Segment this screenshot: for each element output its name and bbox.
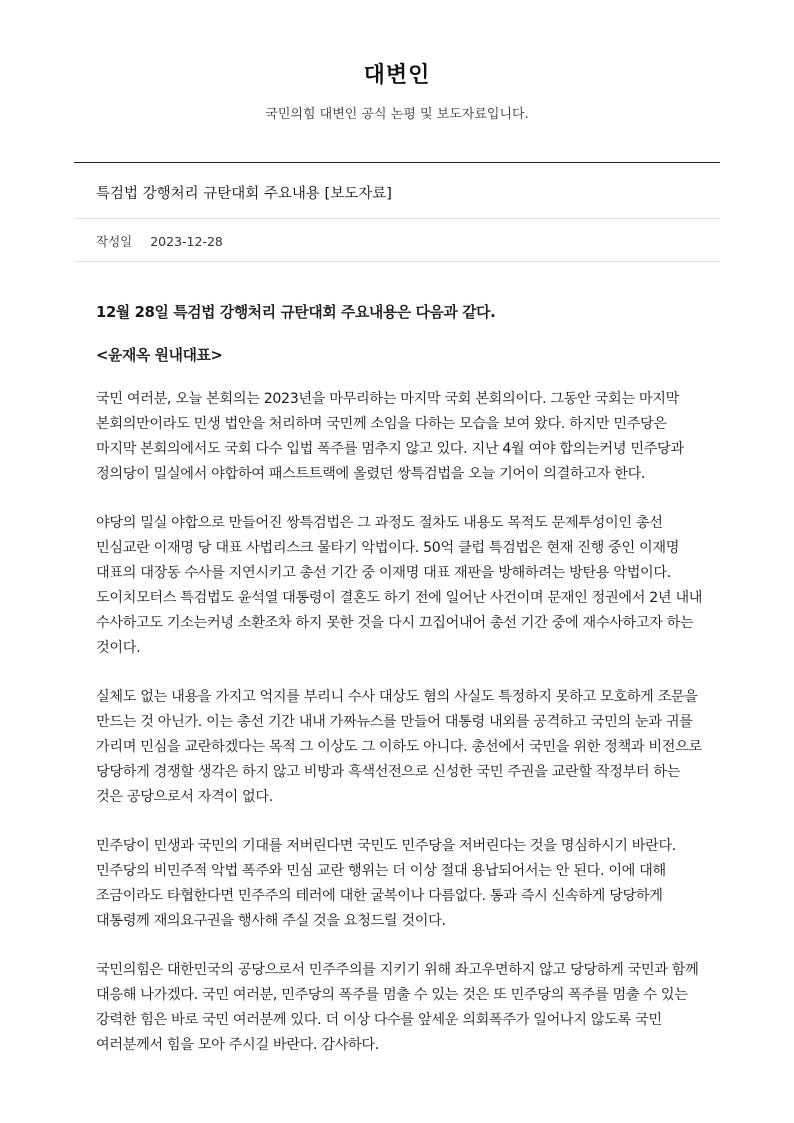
paragraph-1: 국민 여러분, 오늘 본회의는 2023년을 마무리하는 마지막 국회 본회의이다. 그동안 국회는 마지막 본회의만이라도 민생 법안을 처리하며 국민께 소임을 다하는 모습을 보여 왔다. 하지만 민주당은 마지막 본회의에서도 국회 다수 입법 폭주를 멈추지 않고 있다. 지난 4월 여야 합의는커녕 민주당과 정의당이 밀실에서 야합하여 패스트트랙에 올렸던 쌍특검법을 오늘 기어이 의결하고자 한다. bbox=[96, 391, 684, 482]
post-meta bbox=[96, 232, 223, 250]
lead-sentence: 12월 28일 특검법 강행처리 규탄대회 주요내용은 다음과 같다. bbox=[96, 304, 496, 321]
header-divider bbox=[74, 162, 720, 163]
paragraph-3: 실체도 없는 내용을 가지고 억지를 부리니 수사 대상도 혐의 사실도 특정하지 못하고 모호하게 조문을 만드는 것 아닌가. 이는 총선 기간 내내 가짜뉴스를 만들어 대통령 내외를 공격하고 국민의 눈과 귀를 가리며 민심을 교란하겠다는 목적 그 이상도 그 이하도 아니다. 총선에서 국민을 위한 정책과 비전으로 당당하게 경쟁할 생각은 하지 않고 비방과 흑색선전으로 신성한 국민 주권을 교란할 작정부터 하는 것은 공당으로서 자격이 없다. bbox=[96, 689, 702, 805]
speaker-heading: <윤재옥 원내대표> bbox=[96, 347, 223, 364]
title-divider bbox=[74, 218, 720, 219]
date-label: 작성일 bbox=[96, 234, 133, 249]
post-title: 특검법 강행처리 규탄대회 주요내용 [보도자료] bbox=[96, 186, 392, 202]
site-subtitle: 국민의힘 대변인 공식 논평 및 보도자료입니다. bbox=[265, 107, 529, 122]
paragraph-5: 국민의힘은 대한민국의 공당으로서 민주주의를 지키기 위해 좌고우면하지 않고 당당하게 국민과 함께 대응해 나가겠다. 국민 여러분, 민주당의 폭주를 멈출 수 있는 것은 또 민주당의 폭주를 멈출 수 있는 강력한 힘은 바로 국민 여러분께 있다. 더 이상 다수를 앞세운 의회폭주가 일어나지 않도록 국민 여러분께서 힘을 모아 주시길 바란다. 감사하다. bbox=[96, 962, 699, 1053]
site-title: 대변인 bbox=[363, 63, 431, 88]
paragraph-2: 야당의 밀실 야합으로 만들어진 쌍특검법은 그 과정도 절차도 내용도 목적도 문제투성이인 총선 민심교란 이재명 당 대표 사법리스크 물타기 악법이다. 50억 클럽 특검법은 현재 진행 중인 이재명 대표의 대장동 수사를 지연시키고 총선 기간 중 이재명 대표 재판을 방해하려는 방탄용 악법이다. 도이치모터스 특검법도 윤석열 대통령이 결혼도 하기 전에 일어난 사건이며 문재인 정권에서 2년 내내 수사하고도 기소는커녕 소환조차 하지 못한 것을 다시 끄집어내어 총선 기간 중에 재수사하고자 하는 것이다. bbox=[96, 515, 703, 656]
meta-divider bbox=[74, 261, 720, 262]
paragraph-4: 민주당이 민생과 국민의 기대를 저버린다면 국민도 민주당을 저버린다는 것을 명심하시기 바란다. 민주당의 비민주적 악법 폭주와 민심 교란 행위는 더 이상 절대 용납되어서는 안 된다. 이에 대해 조금이라도 타협한다면 민주주의 테러에 대한 굴복이나 다름없다. 통과 즉시 신속하게 당당하게 대통령께 재의요구권을 행사해 주실 것을 요청드릴 것이다. bbox=[96, 838, 676, 929]
post-date: 2023-12-28 bbox=[150, 234, 223, 249]
article-body bbox=[96, 300, 708, 1082]
